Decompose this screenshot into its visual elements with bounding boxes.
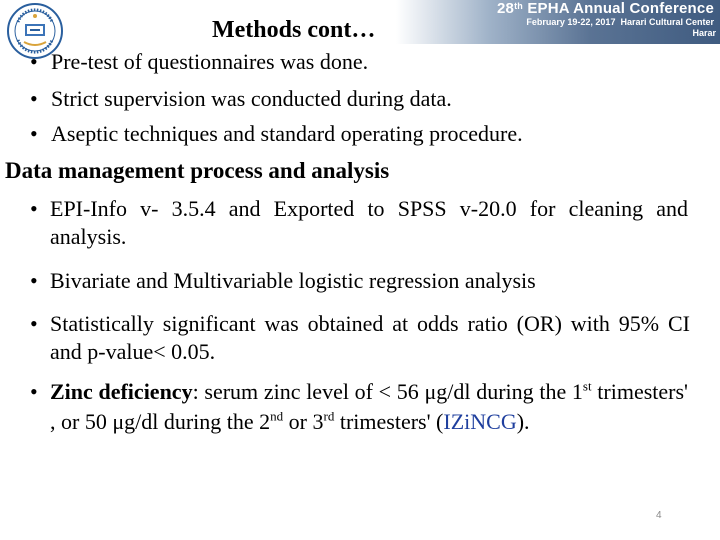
bullet-text: EPI-Info v- 3.5.4 and Exported to SPSS v-20.0 for cleaning and analysis. bbox=[50, 196, 688, 249]
list-item bbox=[30, 310, 690, 366]
zinc-definition: Zinc deficiency: serum zinc level of < 56 μg/dl during the 1st trimesters' , or 50 μg/dl during the 2nd or 3rd trimesters' (IZiNCG). bbox=[50, 378, 689, 434]
slide-title: Methods cont… bbox=[212, 17, 376, 43]
bullet-icon: • bbox=[30, 196, 38, 221]
bullet-text: Statistically significant was obtained at odds ratio (OR) with 95% CI and p-value< 0.05. bbox=[50, 311, 690, 364]
bullet-text: Pre-test of questionnaires was done. bbox=[51, 49, 369, 74]
zinc-term: Zinc deficiency bbox=[50, 379, 193, 404]
bullet-text: Bivariate and Multivariable logistic regression analysis bbox=[50, 268, 536, 293]
bullet-icon: • bbox=[30, 121, 38, 146]
bullet-text: Strict supervision was conducted during data. bbox=[51, 86, 452, 111]
bullet-icon: • bbox=[30, 379, 38, 404]
list-item bbox=[30, 267, 690, 295]
list-item bbox=[30, 48, 690, 76]
bullet-icon: • bbox=[30, 268, 38, 293]
bullet-icon: • bbox=[30, 49, 38, 74]
banner-dates-venue: February 19-22, 2017 Harari Cultural Center bbox=[526, 17, 714, 27]
section-heading: Data management process and analysis bbox=[5, 158, 390, 183]
banner-city: Harar bbox=[692, 28, 716, 38]
list-item bbox=[30, 85, 690, 113]
list-item bbox=[30, 377, 688, 437]
list-item bbox=[30, 120, 700, 148]
banner-title: 28th EPHA Annual Conference bbox=[496, 0, 714, 17]
page-number: 4 bbox=[656, 510, 662, 521]
bullet-icon: • bbox=[30, 311, 38, 336]
bullet-text: Aseptic techniques and standard operating procedure. bbox=[51, 121, 523, 146]
list-item bbox=[30, 195, 688, 251]
bullet-icon: • bbox=[30, 86, 38, 111]
citation: IZiNCG bbox=[443, 409, 517, 434]
